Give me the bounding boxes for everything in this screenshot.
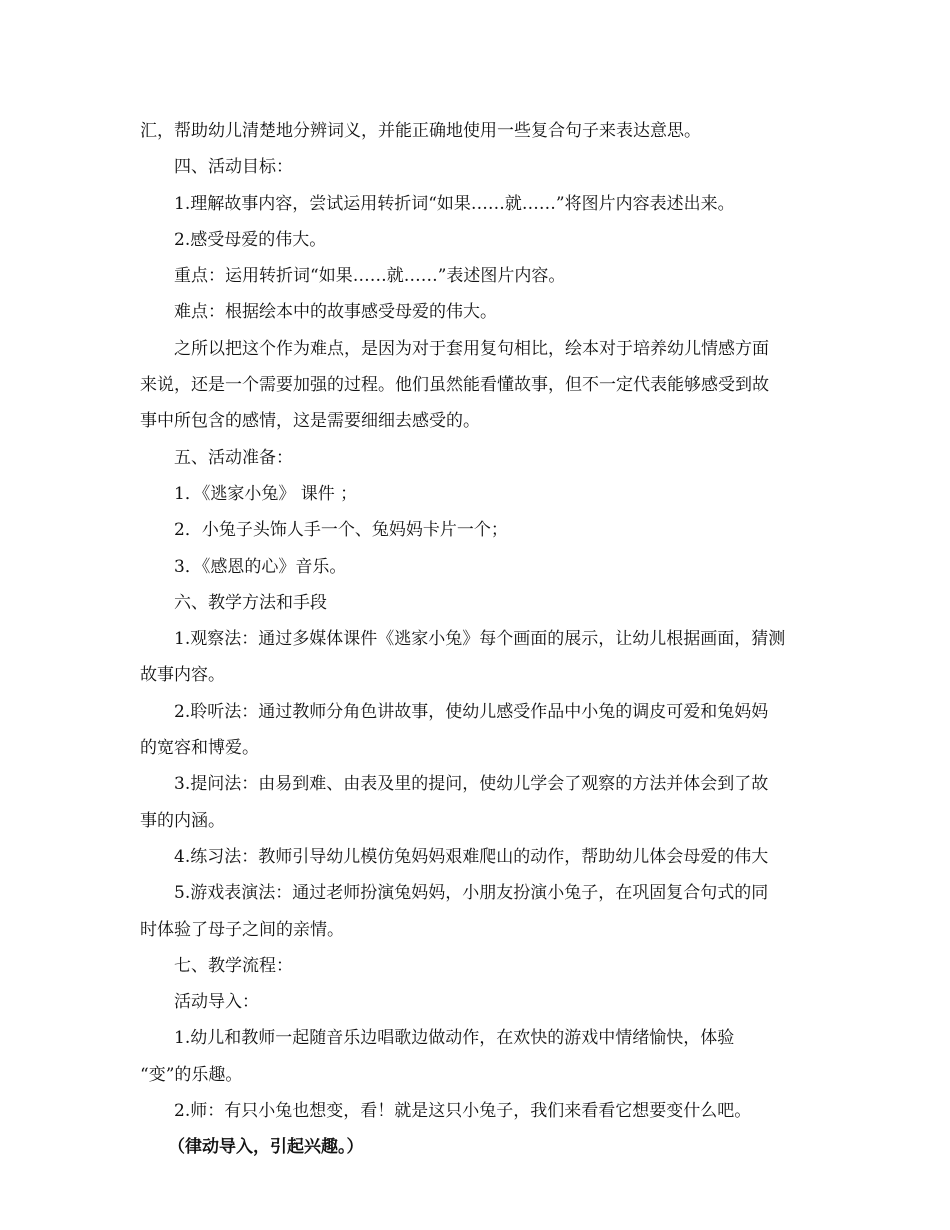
text-line: 3.提问法：由易到难、由表及里的提问，使幼儿学会了观察的方法并体会到了故 [174, 774, 769, 795]
text-line: 1.观察法：通过多媒体课件《逃家小兔》每个画面的展示，让幼儿根据画面，猜测 [174, 629, 786, 650]
text-line: 汇，帮助幼儿清楚地分辨词义，并能正确地使用一些复合句子来表达意思。 [140, 121, 701, 141]
text-line: 故事内容。 [140, 665, 225, 686]
section-heading-process: 七、教学流程： [174, 955, 293, 976]
text-line: 难点：根据绘本中的故事感受母爱的伟大。 [174, 302, 497, 323]
text-line: 事的内涵。 [140, 810, 225, 831]
text-line: 4.练习法：教师引导幼儿模仿兔妈妈艰难爬山的动作，帮助幼儿体会母爱的伟大 [174, 846, 769, 867]
section-heading-methods: 六、教学方法和手段 [174, 592, 327, 613]
text-line: 活动导入： [174, 992, 259, 1013]
text-line: 2.感受母爱的伟大。 [174, 229, 327, 250]
text-line: 重点：运用转折词“如果……就……”表述图片内容。 [174, 266, 566, 287]
bold-note: （律动导入，引起兴趣。） [168, 1137, 364, 1158]
text-line: 2．小兔子头饰人手一个、兔妈妈卡片一个； [174, 520, 508, 541]
section-heading-preparation: 五、活动准备： [174, 447, 293, 468]
text-line: 之所以把这个作为难点，是因为对于套用复句相比，绘本对于培养幼儿情感方面 [174, 338, 769, 359]
text-line: 1．《逃家小兔》 课件 ； [174, 483, 358, 504]
document-body [140, 113, 820, 1166]
section-heading-objectives: 四、活动目标： [174, 157, 293, 178]
text-line: “变”的乐趣。 [140, 1064, 243, 1085]
text-line: 的宽容和博爱。 [140, 738, 259, 759]
text-line: 2.师：有只小兔也想变，看！就是这只小兔子，我们来看看它想要变什么吧。 [174, 1101, 752, 1122]
text-line: 来说，还是一个需要加强的过程。他们虽然能看懂故事，但不一定代表能够感受到故 [140, 375, 769, 396]
text-line: 1.理解故事内容，尝试运用转折词“如果……就……”将图片内容表述出来。 [174, 193, 735, 214]
text-line: 1.幼儿和教师一起随音乐边唱歌边做动作，在欢快的游戏中情绪愉快，体验 [174, 1028, 735, 1049]
text-line: 事中所包含的感情，这是需要细细去感受的。 [140, 411, 480, 432]
text-line: 2.聆听法：通过教师分角色讲故事，使幼儿感受作品中小兔的调皮可爱和兔妈妈 [174, 701, 769, 722]
text-line: 时体验了母子之间的亲情。 [140, 919, 344, 940]
text-line: 3．《感恩的心》音乐。 [174, 556, 347, 577]
text-line: 5.游戏表演法：通过老师扮演兔妈妈，小朋友扮演小兔子，在巩固复合句式的同 [174, 883, 769, 904]
